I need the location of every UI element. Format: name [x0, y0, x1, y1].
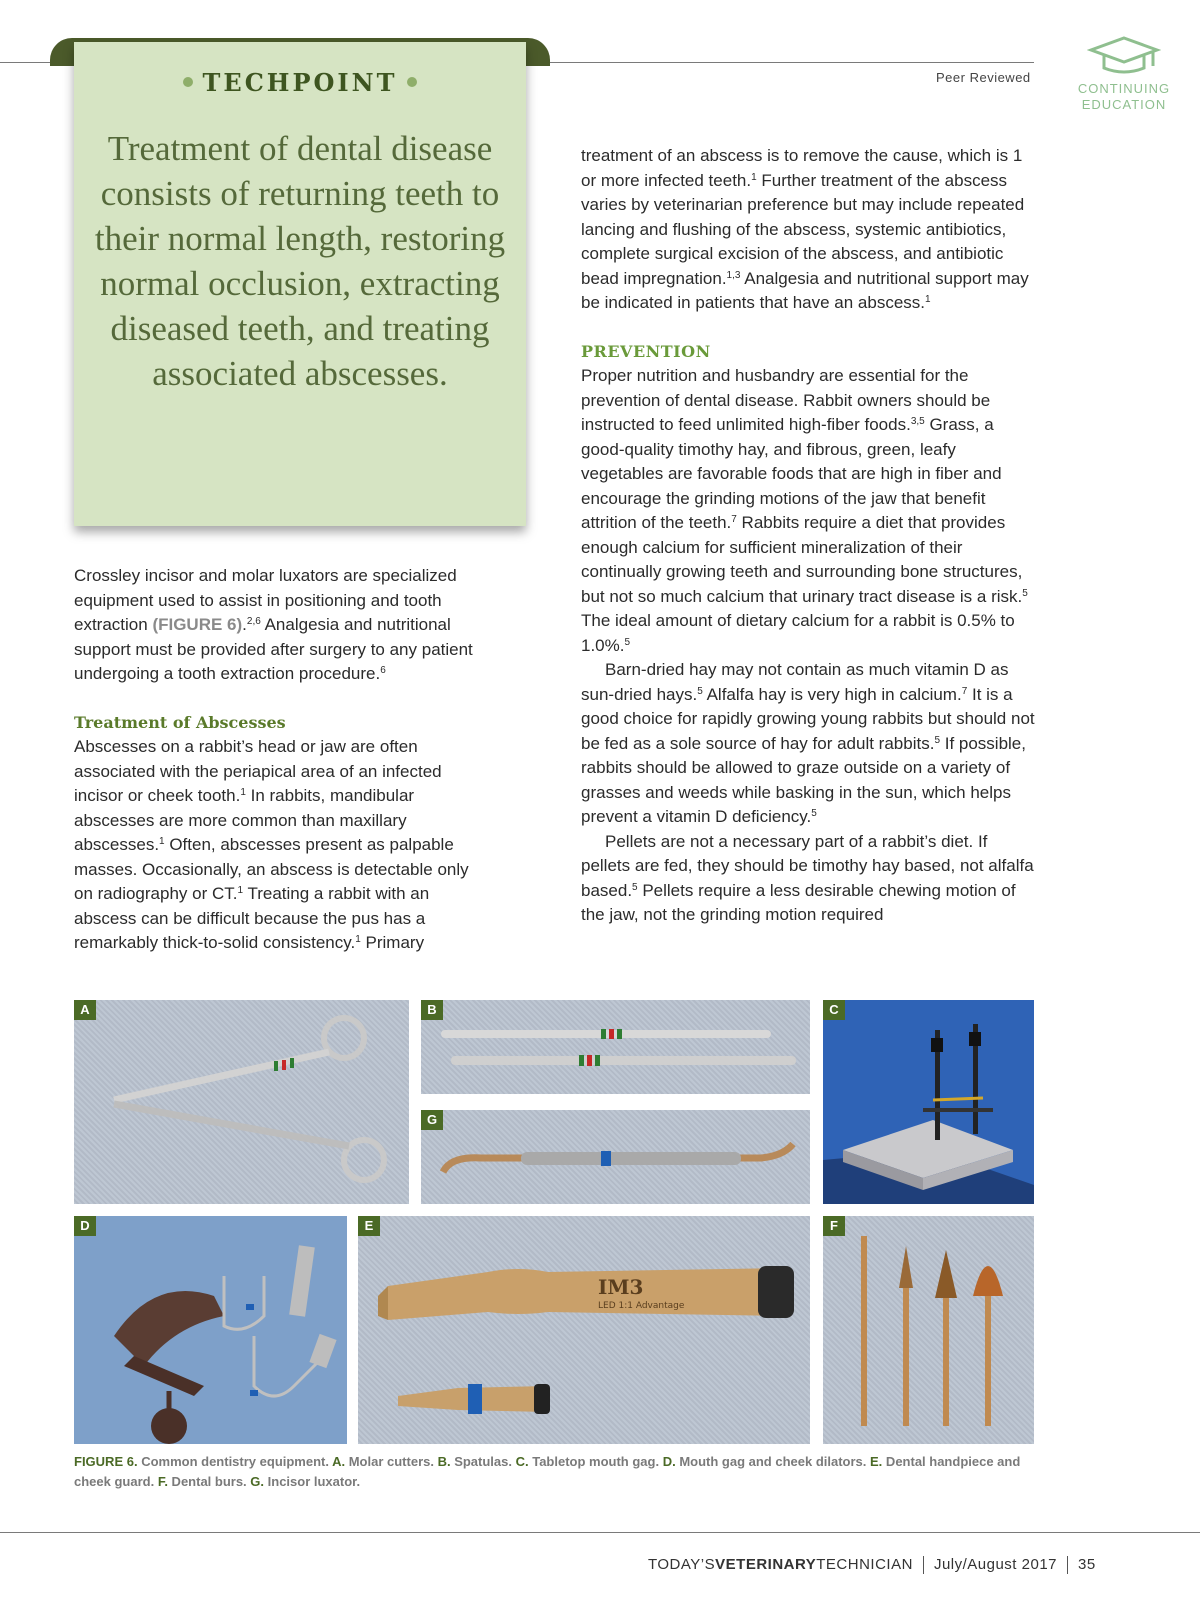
photo-dental-burs: [823, 1216, 1034, 1444]
figure-label-g: G: [421, 1110, 443, 1130]
top-rule-right: [540, 62, 1034, 63]
ce-text-line1: CONTINUING: [1077, 81, 1171, 96]
photo-spatulas: [421, 1000, 810, 1094]
figure-label-f: F: [823, 1216, 845, 1236]
incisor-luxator-illustration: [421, 1110, 810, 1204]
molar-cutters-illustration: [74, 1000, 409, 1204]
continuing-education-logo: [1064, 34, 1184, 113]
footer-separator: [1067, 1556, 1068, 1574]
figure-label-b: B: [421, 1000, 443, 1020]
left-column: [74, 564, 492, 956]
right-paragraph-2: Proper nutrition and husbandry are essential for the prevention of dental disease. Rabbit owners should be instructed to feed unlimited high-fiber foods.$^{3,5}$ Grass, a good-quality timothy hay, and fibrous, green, leafy vegetables are favorable foods that are high in fiber and encourage the grinding motions of the jaw that benefit attrition of the teeth.$^7$ Rabbits require a diet that provides enough calcium for sufficient mineralization of their continually growing teeth and surrounding bone structures, but not so much calcium that urinary tract disease is a risk.$^5$ The ideal amount of dietary calcium for a rabbit is 0.5% to 1.0%.$^5$: [581, 366, 1028, 655]
figure-caption: FIGURE 6. Common dentistry equipment. A. Molar cutters. B. Spatulas. C. Tabletop mouth gag. D. Mouth gag and cheek dilators. E. Dental handpiece and cheek guard. F. Dental burs. G. Incisor luxator.: [74, 1454, 1021, 1489]
graduation-cap-icon: [1087, 34, 1161, 76]
page-number: 35: [1078, 1556, 1096, 1573]
figure-label-a: A: [74, 1000, 96, 1020]
bullet-dot-icon: [183, 77, 193, 87]
left-paragraph-2: Abscesses on a rabbit’s head or jaw are often associated with the periapical area of an infected incisor or cheek tooth.$^1$ In rabbits, mandibular abscesses are more common than maxillary abscesses.$^1$ Often, abscesses present as palpable masses. Occasionally, an abscess is detectable only on radiography or CT.$^1$ Treating a rabbit with an abscess can be difficult because the pus has a remarkably thick-to-solid consistency.$^1$ Primary: [74, 737, 469, 952]
handpiece-brand-text: IM3: [598, 1275, 644, 1299]
photo-mouth-gag-cheek-dilators: [74, 1216, 347, 1444]
figure-label-d: D: [74, 1216, 96, 1236]
footer-separator: [923, 1556, 924, 1574]
spatulas-illustration: [421, 1000, 810, 1094]
right-paragraph-4: Pellets are not a necessary part of a rabbit’s diet. If pellets are fed, they should be timothy hay based, not alfalfa based.$^5$ Pellets require a less desirable chewing motion of the jaw, not the grinding motion required: [581, 831, 1034, 924]
photo-dental-handpiece: [358, 1216, 810, 1444]
subheading-treatment-of-abscesses: Treatment of Abscesses: [74, 712, 286, 732]
page-footer: [648, 1556, 1096, 1574]
dental-burs-illustration: [823, 1216, 1034, 1444]
magazine-name: TODAY’SVETERINARYTECHNICIAN: [648, 1556, 913, 1573]
handpiece-model-text: LED 1:1 Advantage: [598, 1301, 685, 1311]
peer-reviewed-label: Peer Reviewed: [936, 70, 1031, 85]
figure-reference: (FIGURE 6): [152, 615, 243, 634]
photo-molar-cutters: [74, 1000, 409, 1204]
ce-text-line2: EDUCATION: [1081, 97, 1167, 112]
section-heading-prevention: PREVENTION: [581, 341, 711, 361]
figure-label-e: E: [358, 1216, 380, 1236]
tabletop-mouth-gag-illustration: [823, 1000, 1034, 1204]
right-column: [581, 144, 1039, 928]
figure-label-c: C: [823, 1000, 845, 1020]
techpoint-heading: TECHPOINT: [74, 68, 526, 97]
right-paragraph-3: Barn-dried hay may not contain as much vitamin D as sun-dried hays.$^5$ Alfalfa hay is very high in calcium.$^7$ It is a good choice for rapidly growing young rabbits but should not be fed as a sole source of hay for adult rabbits.$^5$ If possible, rabbits should be allowed to graze outside on a variety of grasses and weeds while basking in the sun, which helps prevent a vitamin D deficiency.$^5$: [581, 660, 1035, 826]
bullet-dot-icon: [407, 77, 417, 87]
footer-rule: [0, 1532, 1200, 1533]
dental-handpiece-illustration: [358, 1216, 810, 1444]
left-paragraph-1: Crossley incisor and molar luxators are specialized equipment used to assist in positioning and tooth extraction (FIGURE 6).$^{2,6}$ Analgesia and nutritional support must be provided after surgery to any patient undergoing a tooth extraction procedure.$^6$: [74, 566, 473, 683]
right-paragraph-1: treatment of an abscess is to remove the cause, which is 1 or more infected teeth.$^1$ Further treatment of the abscess varies by veterinarian preference but may include repeated lancing and flushing of the abscess, systemic antibiotics, complete surgical excision of the abscess, and antibiotic bead impregnation.$^{1,3}$ Analgesia and nutritional support may be indicated in patients that have an abscess.$^1$: [581, 146, 1029, 312]
issue-date: July/August 2017: [933, 1556, 1058, 1573]
techpoint-quote: Treatment of dental disease consists of returning teeth to their normal length, restoring normal occlusion, extracting diseased teeth, and treating associated abscesses.: [94, 129, 506, 393]
techpoint-box: [74, 42, 526, 526]
mouth-gag-illustration: [74, 1216, 347, 1444]
photo-tabletop-mouth-gag: [823, 1000, 1034, 1204]
photo-incisor-luxator: [421, 1110, 810, 1204]
